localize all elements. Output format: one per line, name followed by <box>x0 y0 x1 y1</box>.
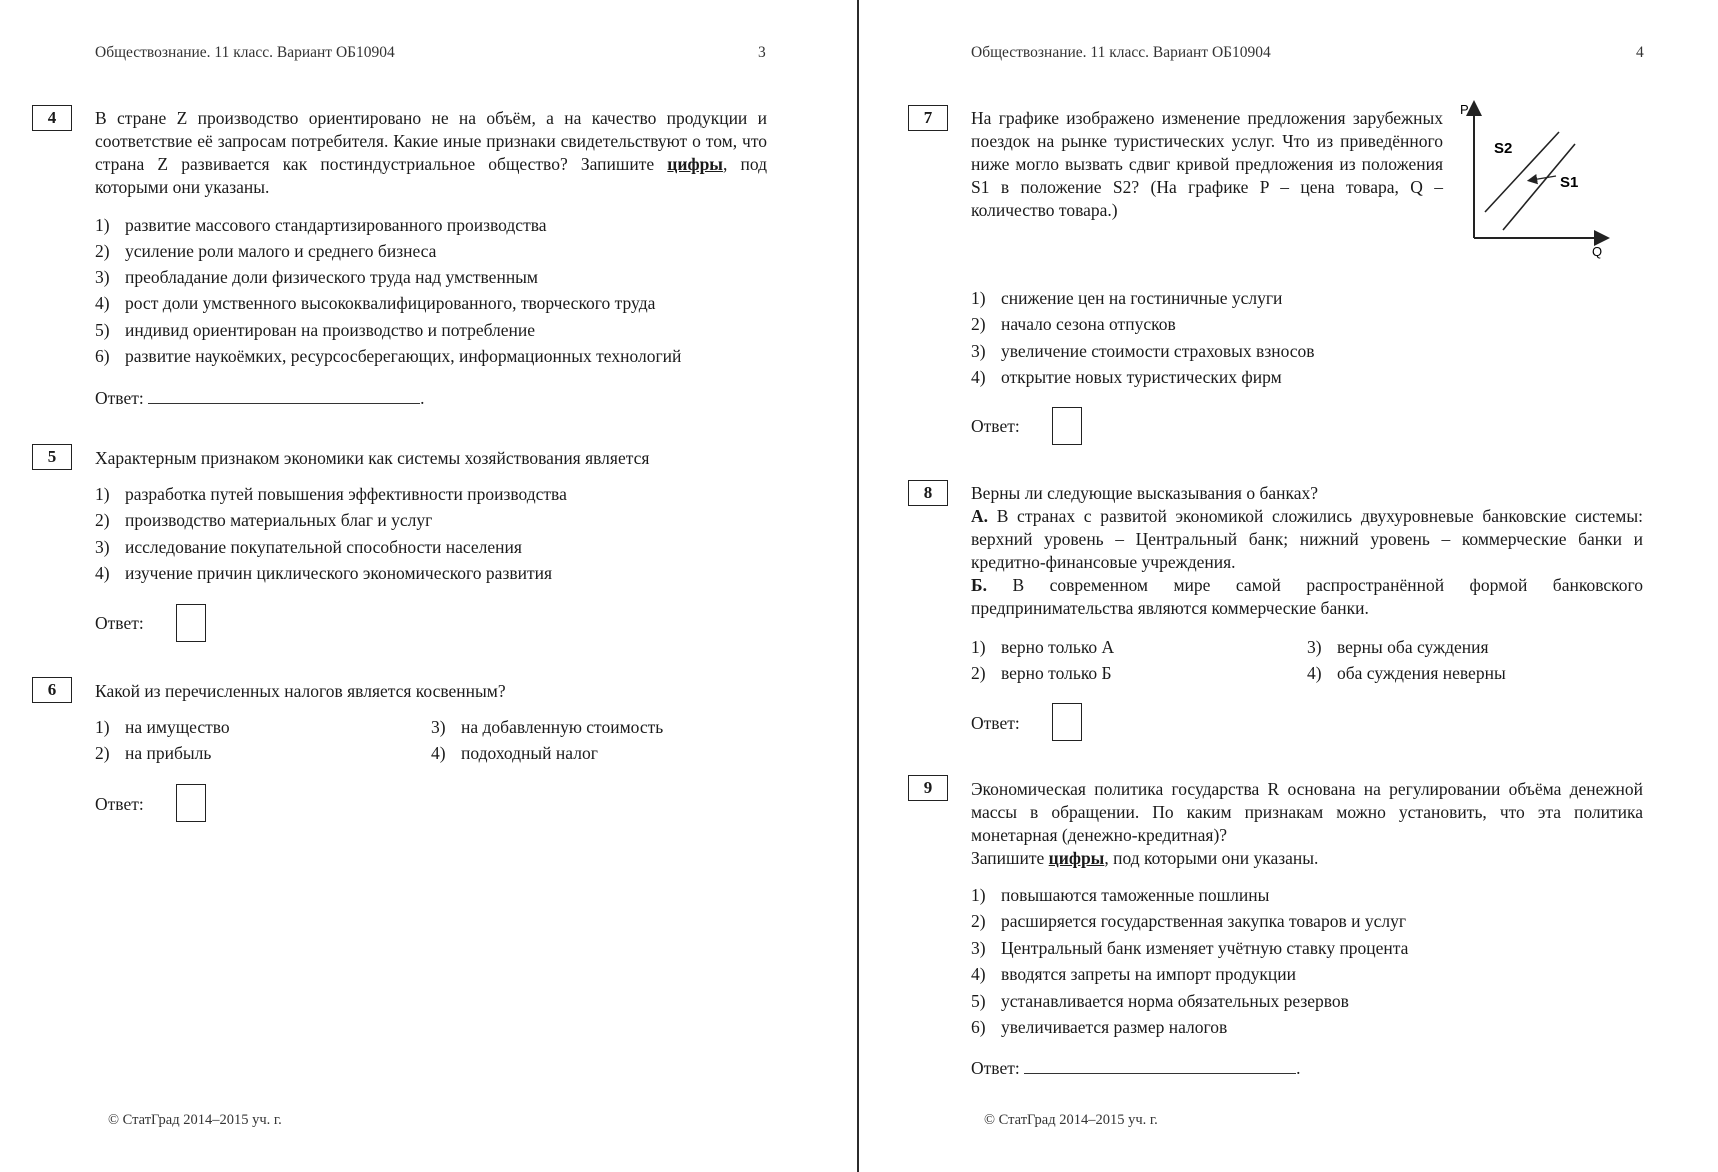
q8-answer-box[interactable] <box>1052 703 1082 741</box>
q6-option-2[interactable]: 2) на прибыль <box>95 743 212 763</box>
question-5-text: Характерным признаком экономики как системы хозяйствования является <box>95 448 650 468</box>
q4-answer-line[interactable] <box>148 388 420 404</box>
q7-answer-label: Ответ: <box>971 416 1020 436</box>
question-4-text: В стране Z производство ориентировано не на объём, а на качество продукции и соответствие её запросам потребителя. Какие иные признаки свидетельствуют о том, что страна Z развивается как постиндустриальное общество? Запишите цифры, под которыми они указаны. <box>95 108 767 197</box>
statement-a: А. В странах с развитой экономикой сложились двухуровневые банковские системы: верхний уровень – Центральный банк; нижний уровень – коммерческие банки и кредитно-финансовые учреждения. <box>971 506 1643 572</box>
q7-option-4[interactable]: 4) открытие новых туристических фирм <box>971 367 1282 387</box>
q9-option-3[interactable]: 3) Центральный банк изменяет учётную ставку процента <box>971 938 1409 958</box>
q9-option-2[interactable]: 2) расширяется государственная закупка товаров и услуг <box>971 911 1406 931</box>
q7-option-3[interactable]: 3) увеличение стоимости страховых взносов <box>971 341 1315 361</box>
q9-option-4[interactable]: 4) вводятся запреты на импорт продукции <box>971 964 1296 984</box>
q8-option-3[interactable]: 3) верны оба суждения <box>1307 637 1489 657</box>
q4-option-1[interactable]: 1) развитие массового стандартизированного производства <box>95 215 547 235</box>
page-footer: © СтатГрад 2014–2015 уч. г. <box>108 1112 282 1128</box>
q6-answer-label: Ответ: <box>95 794 144 814</box>
q-axis-label: Q <box>1592 244 1603 259</box>
page-number: 4 <box>1636 44 1644 61</box>
page-footer: © СтатГрад 2014–2015 уч. г. <box>984 1112 1158 1128</box>
question-number-7: 7 <box>908 105 948 131</box>
q4-option-2[interactable]: 2) усиление роли малого и среднего бизнеса <box>95 241 437 261</box>
s2-label: S2 <box>1494 140 1513 157</box>
emphasis-digits: цифры <box>1048 848 1105 868</box>
q7-option-1[interactable]: 1) снижение цен на гостиничные услуги <box>971 288 1283 308</box>
q5-option-1[interactable]: 1) разработка путей повышения эффективности производства <box>95 484 567 504</box>
q5-answer-box[interactable] <box>176 604 206 642</box>
left-page <box>0 0 858 1172</box>
page-number: 3 <box>758 44 766 61</box>
q9-answer-line[interactable] <box>1024 1058 1296 1074</box>
page-header: Обществознание. 11 класс. Вариант ОБ10904 <box>971 44 1271 61</box>
question-number-6: 6 <box>32 677 72 703</box>
supply-shift-graph <box>1460 100 1620 260</box>
question-number-9: 9 <box>908 775 948 801</box>
q8-answer-label: Ответ: <box>971 713 1020 733</box>
q8-option-4[interactable]: 4) оба суждения неверны <box>1307 663 1506 683</box>
q4-option-3[interactable]: 3) преобладание доли физического труда над умственным <box>95 267 539 287</box>
page-header: Обществознание. 11 класс. Вариант ОБ10904 <box>95 44 395 61</box>
q7-answer-box[interactable] <box>1052 407 1082 445</box>
question-7-text: На графике изображено изменение предложения зарубежных поездок на рынке туристических услуг. Что из приведённого ниже могло вызвать сдвиг кривой предложения из положения S1 в положение S2? (На графике P – цена товара, Q – количество товара.) <box>971 108 1443 220</box>
statement-b: Б. В современном мире самой распространённой формой банковского предпринимательства являются коммерческие банки. <box>971 575 1643 618</box>
q5-option-3[interactable]: 3) исследование покупательной способности населения <box>95 537 522 557</box>
q9-answer: Ответ: . <box>971 1058 1301 1078</box>
question-number-4: 4 <box>32 105 72 131</box>
q6-option-1[interactable]: 1) на имущество <box>95 717 230 737</box>
right-page <box>860 0 1718 1172</box>
page-divider <box>857 0 859 1172</box>
question-6-text: Какой из перечисленных налогов является косвенным? <box>95 681 506 701</box>
q7-option-2[interactable]: 2) начало сезона отпусков <box>971 314 1176 334</box>
q8-option-1[interactable]: 1) верно только А <box>971 637 1115 657</box>
q6-option-3[interactable]: 3) на добавленную стоимость <box>431 717 664 737</box>
p-axis-label: P <box>1460 102 1469 117</box>
question-8-text: Верны ли следующие высказывания о банках? А. В странах с развитой экономикой сложились двухуровневые банковские системы: верхний уровень – Центральный банк; нижний уровень – коммерческие банки и кредитно-финансовые учреждения. Б. В современном мире самой распространённой формой банковского предпринимательства являются коммерческие банки. <box>971 483 1643 618</box>
q4-answer: Ответ: . <box>95 388 425 408</box>
q4-option-6[interactable]: 6) развитие наукоёмких, ресурсосберегающих, информационных технологий <box>95 346 682 366</box>
question-number-8: 8 <box>908 480 948 506</box>
q5-option-4[interactable]: 4) изучение причин циклического экономического развития <box>95 563 553 583</box>
q4-option-5[interactable]: 5) индивид ориентирован на производство и потребление <box>95 320 536 340</box>
shift-arrow <box>1532 176 1556 180</box>
q6-answer-box[interactable] <box>176 784 206 822</box>
s1-label: S1 <box>1560 174 1579 191</box>
question-number-5: 5 <box>32 444 72 470</box>
q9-option-5[interactable]: 5) устанавливается норма обязательных резервов <box>971 991 1349 1011</box>
q5-option-2[interactable]: 2) производство материальных благ и услуг <box>95 510 433 530</box>
question-9-text: Экономическая политика государства R основана на регулировании объёма денежной массы в обращении. По каким признакам можно установить, что эта политика монетарная (денежно-кредитная)? Запишите цифры, под которыми они указаны. <box>971 779 1643 868</box>
emphasis-digits: цифры <box>667 154 723 174</box>
q4-option-4[interactable]: 4) рост доли умственного высококвалифицированного, творческого труда <box>95 293 656 313</box>
q9-option-1[interactable]: 1) повышаются таможенные пошлины <box>971 885 1270 905</box>
q5-answer-label: Ответ: <box>95 613 144 633</box>
q8-option-2[interactable]: 2) верно только Б <box>971 663 1112 683</box>
q6-option-4[interactable]: 4) подоходный налог <box>431 743 598 763</box>
q9-option-6[interactable]: 6) увеличивается размер налогов <box>971 1017 1228 1037</box>
